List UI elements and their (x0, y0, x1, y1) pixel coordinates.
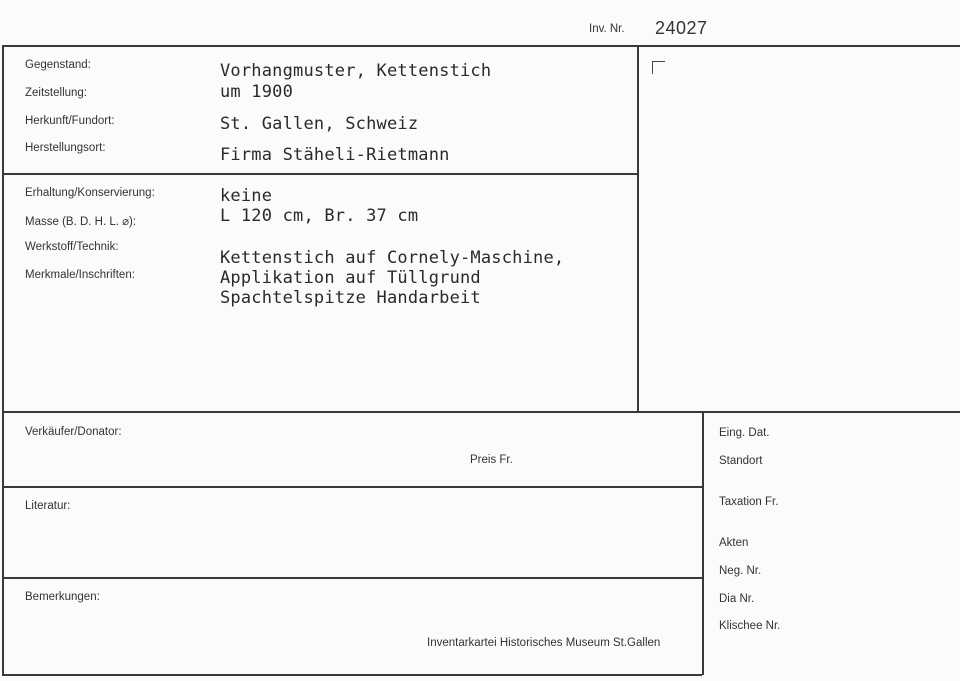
card-footer: Inventarkartei Historisches Museum St.Gallen (427, 637, 661, 649)
rule-after-literature (2, 577, 702, 579)
photo-corner-mark (652, 61, 665, 74)
value-technik-line2: Applikation auf Tüllgrund (220, 268, 481, 288)
label-merkmale: Merkmale/Inschriften: (25, 269, 135, 281)
label-klischee-nr: Klischee Nr. (719, 620, 781, 632)
right-column-divider (702, 411, 704, 675)
value-technik-line1: Kettenstich auf Cornely-Maschine, (220, 248, 565, 268)
photo-box-divider (637, 45, 639, 412)
rule-after-object-block (2, 173, 638, 175)
label-literatur: Literatur: (25, 500, 71, 512)
value-herstellungsort: Firma Stäheli-Rietmann (220, 145, 450, 165)
top-rule (2, 45, 960, 47)
inv-nr-label: Inv. Nr. (589, 23, 625, 35)
label-akten: Akten (719, 537, 749, 549)
value-masse: L 120 cm, Br. 37 cm (220, 206, 419, 226)
value-erhaltung: keine (220, 186, 273, 206)
label-dia-nr: Dia Nr. (719, 593, 755, 605)
label-herkunft: Herkunft/Fundort: (25, 115, 115, 127)
value-zeitstellung: um 1900 (220, 82, 294, 102)
label-taxation: Taxation Fr. (719, 496, 779, 508)
value-herkunft: St. Gallen, Schweiz (220, 114, 419, 134)
label-standort: Standort (719, 455, 763, 467)
label-herstellungsort: Herstellungsort: (25, 142, 106, 154)
value-gegenstand: Vorhangmuster, Kettenstich (220, 61, 492, 81)
left-border (2, 45, 4, 675)
label-neg-nr: Neg. Nr. (719, 565, 762, 577)
label-erhaltung: Erhaltung/Konservierung: (25, 187, 155, 199)
label-gegenstand: Gegenstand: (25, 59, 91, 71)
label-masse: Masse (B. D. H. L. ⌀): (25, 216, 137, 228)
inv-nr-value: 24027 (655, 18, 708, 38)
label-eing-dat: Eing. Dat. (719, 427, 770, 439)
value-technik-line3: Spachtelspitze Handarbeit (220, 288, 481, 308)
label-werkstoff: Werkstoff/Technik: (25, 241, 119, 253)
bottom-rule (2, 674, 702, 676)
rule-after-donor (2, 486, 702, 488)
label-preis: Preis Fr. (470, 454, 513, 466)
rule-after-description (2, 411, 960, 413)
label-bemerkungen: Bemerkungen: (25, 591, 100, 603)
label-verkaeufer: Verkäufer/Donator: (25, 426, 122, 438)
label-zeitstellung: Zeitstellung: (25, 87, 88, 99)
